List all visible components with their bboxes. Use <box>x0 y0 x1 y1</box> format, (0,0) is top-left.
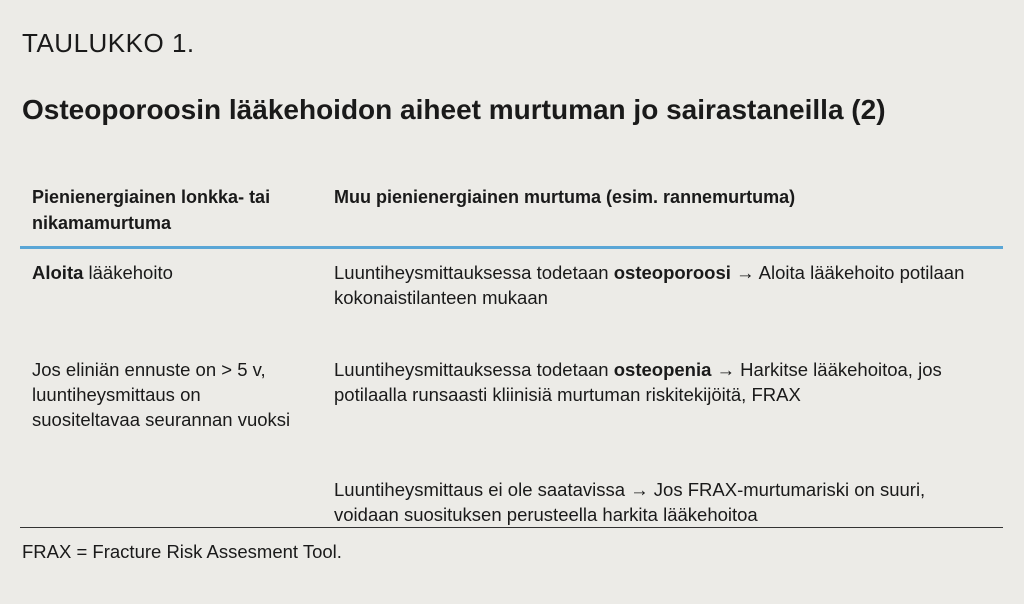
row1-col2-post: → Aloita lääkehoito potilaan kokonaistilanteen mukaan <box>334 262 965 308</box>
row2-col1: Jos eliniän ennuste on > 5 v, luuntiheysmittaus on suositeltavaa seurannan vuoksi <box>32 359 291 430</box>
row1-col1-text: lääkehoito <box>83 262 173 283</box>
table-label: TAULUKKO 1. <box>22 28 195 58</box>
row2-col2-post: → Harkitse lääkehoitoa, jos potilaalla runsaasti kliinisiä murtuman riskitekijöitä, FRAX <box>334 359 942 405</box>
footnote: FRAX = Fracture Risk Assesment Tool. <box>22 541 342 562</box>
table-header <box>20 184 1003 249</box>
row1-col2-pre: Luuntiheysmittauksessa todetaan <box>334 262 614 283</box>
recommendation-table <box>20 184 1003 528</box>
page-title: Osteoporoosin lääkehoidon aiheet murtuman jo sairastaneilla (2) <box>22 94 886 125</box>
row2-col2 <box>334 357 994 407</box>
row1-col2-bold: osteoporoosi <box>613 262 731 283</box>
row3-col2: Luuntiheysmittaus ei ole saatavissa → Jos FRAX-murtumariski on suuri, voidaan suosituksen perusteella harkita lääkehoitoa <box>334 479 926 525</box>
header-col2: Muu pienienergiainen murtuma (esim. rannemurtuma) <box>334 187 796 207</box>
row2-col2-pre: Luuntiheysmittauksessa todetaan <box>334 359 614 380</box>
header-col1: Pienienergiainen lonkka- tai nikamamurtuma <box>32 187 271 233</box>
row1-col2 <box>334 260 994 310</box>
row1-col1-bold: Aloita <box>32 262 84 283</box>
row1-col1 <box>32 260 312 285</box>
row2-col2-bold: osteopenia <box>613 359 712 380</box>
table-body <box>20 249 1003 528</box>
